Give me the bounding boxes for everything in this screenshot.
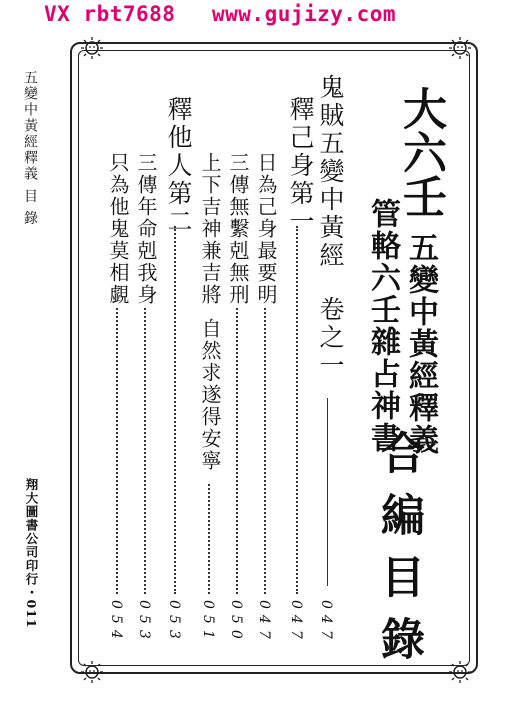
title-main-big: 大六壬 [395,86,446,218]
toc-page: 050 [228,600,244,645]
sun-ornament-icon [448,36,472,60]
leader-dots [296,226,298,594]
toc-page: 053 [136,600,152,645]
toc-heading[interactable]: 釋己身第一 [286,96,315,236]
toc-entry[interactable]: 日為己身最要明 [254,152,278,306]
volume-page: 047 [318,600,334,645]
volume-rule [327,398,328,586]
title-second-line: 管輅六壬雜占神書 [365,198,400,454]
leader-dots [116,308,118,594]
watermark-vx: VX rbt7688 [44,2,176,26]
sun-ornament-icon [80,36,104,60]
toc-page: 053 [166,600,182,645]
toc-entry[interactable]: 上下吉神兼吉將 [198,152,222,306]
volume-title: 鬼賊五變中黃經 [316,74,345,270]
toc-page: 054 [108,600,124,645]
title-combined-toc: 合編目錄 [373,430,424,678]
toc-page: 047 [256,600,272,645]
sun-ornament-icon [80,660,104,684]
leader-dots [144,308,146,594]
watermark-site: www.gujizy.com [212,2,397,26]
toc-entry[interactable]: 三傳年命剋我身 [134,152,158,306]
running-title: 五變中黃經釋義 目 錄 [22,70,38,227]
leader-dots [208,484,210,594]
toc-heading[interactable]: 釋他人第二 [164,96,193,236]
toc-page: 051 [200,600,216,645]
toc-page: 047 [288,600,304,645]
toc-entry[interactable]: 只為他鬼莫相覷 [106,152,130,306]
volume-label: 卷之一 [316,296,345,380]
toc-entry[interactable]: 三傳無繫剋無刑 [226,152,250,306]
watermark [0,2,509,30]
leader-dots [264,308,266,594]
publisher-line: 翔大圖書公司印行・011 [24,478,39,629]
toc-entry-continuation: 自然求遂得安寧 [198,318,222,472]
sun-ornament-icon [448,660,472,684]
title-main-rest: 五變中黃經釋義 [403,232,438,456]
leader-dots [236,308,238,594]
leader-dots [174,226,176,594]
